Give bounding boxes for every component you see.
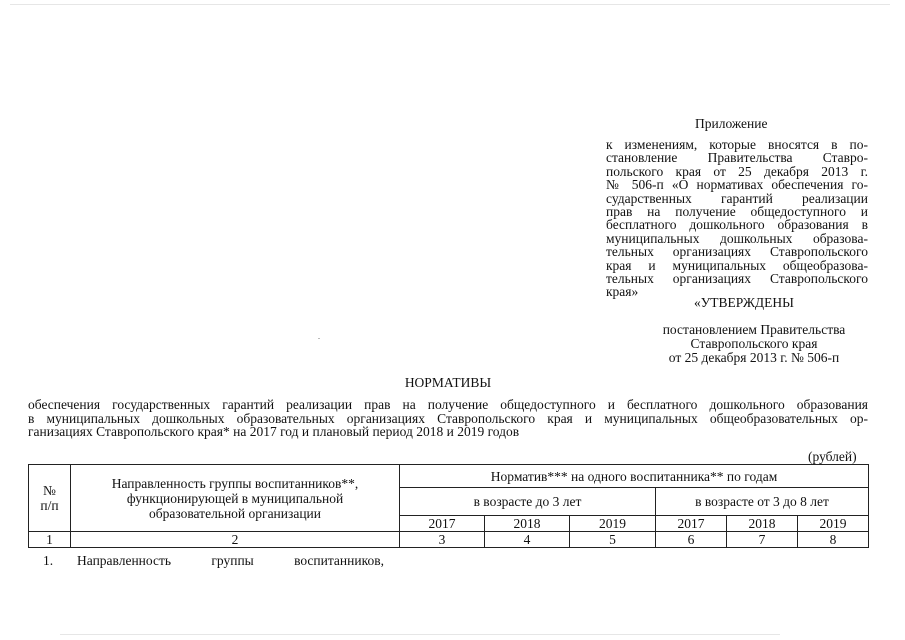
header-direction-line: Направленность группы воспитанников**, xyxy=(111,475,359,491)
appendix-title: Приложение xyxy=(695,116,768,131)
header-direction-line: образовательной организации xyxy=(148,505,322,521)
scan-artifact-bottom xyxy=(60,634,780,635)
header-year-cell: 2019 xyxy=(798,516,869,532)
approval-heading: «УТВЕРЖДЕНЫ xyxy=(694,295,794,310)
intro-line: края и муниципальных общеобразова- xyxy=(606,257,868,273)
column-index-cell: 1 xyxy=(29,532,71,548)
intro-line: тельных организациях Ставропольского xyxy=(606,244,868,260)
intro-line: бесплатного дошкольного образования в xyxy=(606,217,868,233)
column-index-cell: 4 xyxy=(485,532,570,548)
header-norm-cell: Норматив*** на одного воспитанника** по годам xyxy=(400,465,869,488)
row-direction-text xyxy=(77,553,384,569)
intro-line-last: края» xyxy=(606,284,639,300)
header-year-cell: 2019 xyxy=(570,516,656,532)
column-index-row xyxy=(29,532,869,548)
header-year-cell: 2018 xyxy=(727,516,798,532)
intro-line: становление Правительства Ставро- xyxy=(606,150,868,166)
row-direction-word: Направленность xyxy=(77,553,172,568)
header-year-cell: 2017 xyxy=(656,516,727,532)
column-index-cell: 3 xyxy=(400,532,485,548)
column-index-cell: 7 xyxy=(727,532,798,548)
subtitle-line-last: ганизациях Ставропольского края* на 2017 год и плановый период 2018 и 2019 годов xyxy=(28,424,520,439)
column-index-cell: 2 xyxy=(71,532,400,548)
header-number-line: п/п xyxy=(40,498,59,513)
document-title: НОРМАТИВЫ xyxy=(404,375,492,390)
row-direction-word: воспитанников, xyxy=(294,553,384,568)
subtitle-line: в муниципальных дошкольных образовательных организациях Ставропольского края и муниципальных общеобразовательных ор- xyxy=(28,410,868,426)
header-direction-cell xyxy=(71,465,400,532)
subtitle-line: обеспечения государственных гарантий реализации прав на получение общедоступного и бесплатного дошкольного образования xyxy=(28,397,868,412)
units-label: (рублей) xyxy=(808,449,857,464)
column-index-cell: 5 xyxy=(570,532,656,548)
approval-line: Ставропольского края xyxy=(690,336,818,351)
scan-artifact-top xyxy=(10,4,890,5)
header-number-cell xyxy=(29,465,71,532)
approval-line: постановлением Правительства xyxy=(662,322,846,337)
intro-line: прав на получение общедоступного и xyxy=(606,203,868,219)
approval-line: от 25 декабря 2013 г. № 506-п xyxy=(668,350,840,365)
header-direction-line: функционирующей в муниципальной xyxy=(126,490,344,506)
row-direction-word: группы xyxy=(211,553,254,568)
header-group-under3: в возрасте до 3 лет xyxy=(400,488,656,516)
document-subtitle xyxy=(28,398,868,439)
header-year-cell: 2018 xyxy=(485,516,570,532)
row-number: 1. xyxy=(43,553,54,568)
header-number-line: № xyxy=(43,483,56,498)
intro-line: сударственных гарантий реализации xyxy=(606,190,868,206)
header-year-cell: 2017 xyxy=(400,516,485,532)
intro-line: к изменениям, которые вносятся в по- xyxy=(606,137,868,152)
appendix-intro xyxy=(606,138,868,299)
header-group-3to8: в возрасте от 3 до 8 лет xyxy=(656,488,869,516)
intro-line: муниципальных дошкольных образова- xyxy=(606,230,868,246)
column-index-cell: 8 xyxy=(798,532,869,548)
column-index-cell: 6 xyxy=(656,532,727,548)
norms-table xyxy=(28,464,869,548)
intro-line: польского края от 25 декабря 2013 г. xyxy=(606,163,868,179)
intro-line: тельных организациях Ставропольского xyxy=(606,270,868,286)
scan-artifact-dot xyxy=(318,338,320,339)
intro-line: № 506-п «О нормативах обеспечения го- xyxy=(606,177,868,193)
